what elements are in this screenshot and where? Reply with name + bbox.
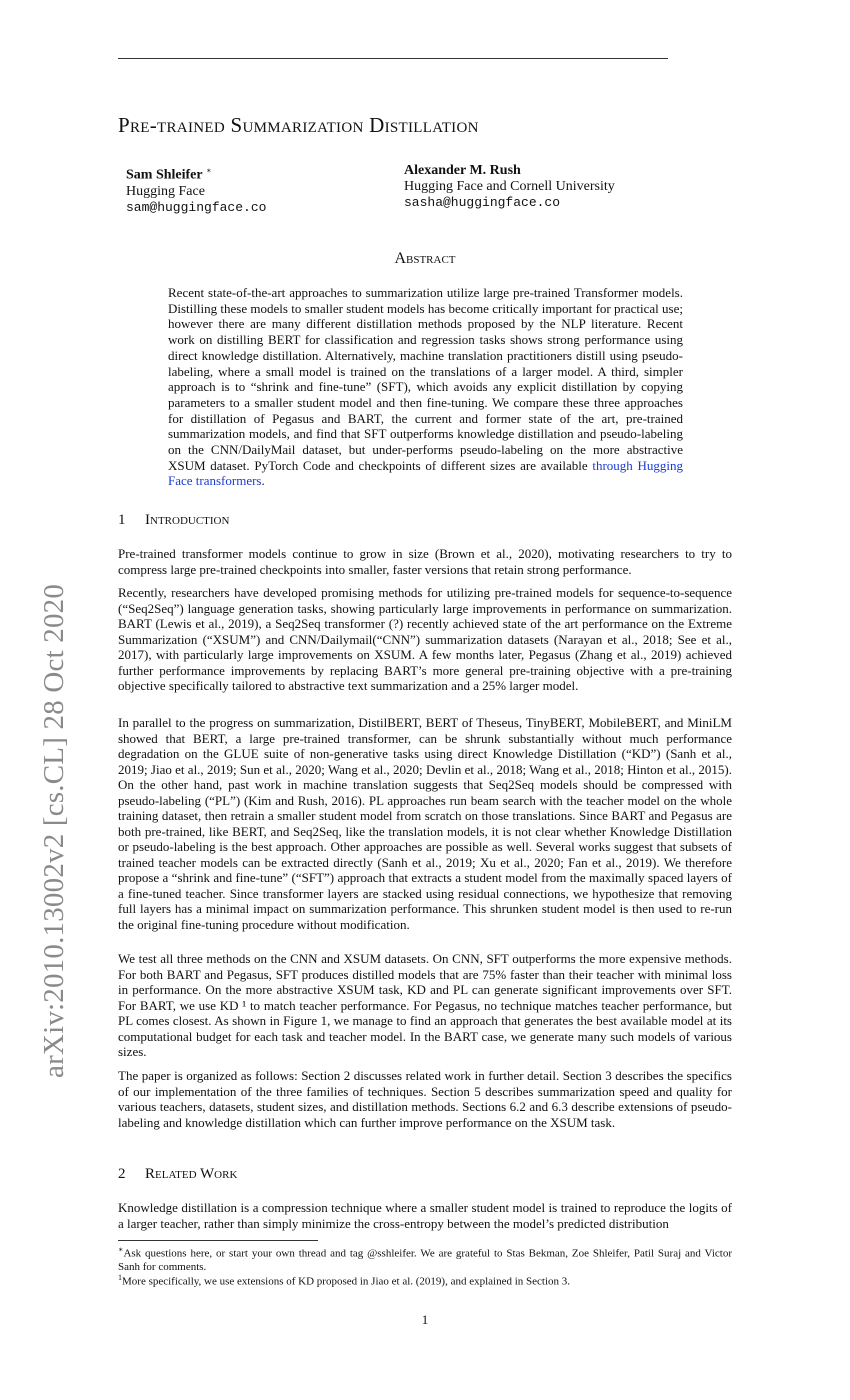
section-title: Introduction: [145, 512, 230, 528]
author-name: Sam Shleifer: [126, 167, 203, 183]
footnote-rule: [118, 1240, 318, 1241]
section-heading-related-work: [118, 1166, 237, 1183]
author-block-2: [404, 163, 615, 211]
footnote-text: Ask questions here, or start your own thread and tag @sshleifer. We are grateful to Stas Bekman, Zoe Shleifer, Patil Suraj and Victor Sanh for comments.: [118, 1247, 732, 1274]
intro-paragraph-2: Recently, researchers have developed promising methods for utilizing pre-trained models for sequence-to-sequence (“Seq2Seq”) language generation tasks, showing particularly large improvements in performance on summarization. BART (Lewis et al., 2019), a Seq2Seq transformer (?) recently achieved state of the art performance on the Extreme Summarization (“XSUM”) and CNN/Dailymail(“CNN”) summarization datasets (Narayan et al., 2018; See et al., 2017), with particularly large improvements on XSUM. A few months later, Pegasus (Zhang et al., 2019) achieved further performance improvements by replacing BART’s more general pre-training objective with a pre-training objective specifically tailored to abstractive text summarization and a 25% larger model.: [118, 585, 732, 693]
abstract-text: [168, 285, 683, 489]
section-heading-introduction: [118, 512, 229, 529]
intro-paragraph-1: Pre-trained transformer models continue to grow in size (Brown et al., 2020), motivating researchers to try to compress large pre-trained checkpoints into smaller, faster versions that retain strong performance.: [118, 546, 732, 577]
transformers-link[interactable]: through Hugging Face transformers: [168, 457, 683, 489]
author-email: sam@huggingface.co: [126, 199, 267, 215]
related-work-paragraph-1: Knowledge distillation is a compression technique where a smaller student model is trained to reproduce the logits of a larger teacher, rather than simply minimize the cross-entropy between the model’s predicted distribution: [118, 1200, 732, 1231]
author-block-1: [126, 163, 266, 216]
author-email: sasha@huggingface.co: [404, 195, 561, 210]
page-number: 1: [421, 1312, 429, 1327]
author-affiliation: Hugging Face: [126, 183, 205, 199]
abstract-body-text: Recent state-of-the-art approaches to summarization utilize large pre-trained Transformer models. Distilling these models to smaller student models has become critically important for practical use; however there are many different distillation methods proposed by the NLP literature. Recent work on distilling BERT for classification and regression tasks shows strong performance using direct knowledge distillation. Alternatively, machine translation practitioners distill using pseudo-labeling, where a small model is trained on the translations of a larger model. A third, simpler approach is to “shrink and fine-tune” (SFT), which avoids any explicit distillation by copying parameters to a smaller student model and then fine-tuning. We compare these three approaches for distillation of Pegasus and BART, the current and former state of the art, pre-trained summarization models, and find that SFT outperforms knowledge distillation and pseudo-labeling on the CNN/DailyMail dataset, but under-performs pseudo-labeling on the more abstractive XSUM dataset. PyTorch Code and checkpoints of different sizes are available: [168, 285, 683, 473]
paper-title: Pre-trained Summarization Distillation: [118, 113, 479, 137]
footnote-mark: 1: [118, 1273, 122, 1282]
author-footnote-mark[interactable]: ∗: [206, 166, 212, 175]
author-affiliation: Hugging Face and Cornell University: [404, 179, 615, 194]
author-name: Alexander M. Rush: [404, 163, 521, 178]
section-number: 2: [118, 1166, 126, 1182]
intro-paragraph-5: The paper is organized as follows: Section 2 discusses related work in further detail. Section 3 describes the specifics of our implementation of the three families of techniques. Section 5 describes summarization speed and quality for various teachers, datasets, student sizes, and distillation methods. Sections 6.2 and 6.3 describe extensions of pseudo-labeling and knowledge distillation which can further improve performance on the XSUM task.: [118, 1068, 732, 1130]
section-title: Related Work: [145, 1166, 238, 1182]
abstract-end: .: [261, 473, 265, 489]
header-rule: [118, 58, 668, 59]
intro-paragraph-4: We test all three methods on the CNN and XSUM datasets. On CNN, SFT outperforms the more expensive methods. For both BART and Pegasus, SFT produces distilled models that are 75% faster than their teacher with minimal loss in performance. On the more abstractive XSUM task, KD and PL can generate significant improvements over SFT. For BART, we use KD ¹ to match teacher performance. For Pegasus, no technique matches teacher performance, but PL comes closest. As shown in Figure 1, we manage to find an approach that generates the best available model at its computational budget for each task and teacher model. In the BART case, we generate many such models of various sizes.: [118, 951, 732, 1059]
abstract-heading: Abstract: [394, 250, 456, 267]
intro-paragraph-3: In parallel to the progress on summarization, DistilBERT, BERT of Theseus, TinyBERT, MobileBERT, and MiniLM showed that BERT, a large pre-trained transformer, can be shrunk substantially without much performance degradation on the GLUE suite of non-generative tasks using direct Knowledge Distillation (“KD”) (Sanh et al., 2019; Jiao et al., 2019; Sun et al., 2020; Wang et al., 2020; Devlin et al., 2018; Wang et al., 2018; Hinton et al., 2015). On the other hand, past work in machine translation suggests that Seq2Seq models should be compressed with pseudo-labeling (“PL”) (Kim and Rush, 2016). PL approaches run beam search with the teacher model on the whole training dataset, then retrain a smaller student model from scratch on those translations. Since BART and Pegasus are both pre-trained, like BERT, and Seq2Seq, like the translation models, it is not clear whether Knowledge Distillation or pseudo-labeling is the best approach. Other approaches are possible as well. Several works suggest that subsets of trained teacher models can be extracted directly (Sanh et al., 2019; Xu et al., 2020; Fan et al., 2019). We therefore propose a “shrink and fine-tune” (“SFT”) approach that extracts a student model from the maximally spaced layers of a fine-tuned teacher. Since transformer layers are stacked using residual connections, we hypothesize that removing full layers has a minimal impact on summarization performance. This shrunken student model is then used to re-run the original fine-tuning procedure without modification.: [118, 715, 732, 932]
footnote-1: [118, 1243, 732, 1275]
footnote-text: More specifically, we use extensions of KD proposed in Jiao et al. (2019), and explained in Section 3.: [122, 1275, 571, 1288]
arxiv-stamp: arXiv:2010.13002v2 [cs.CL] 28 Oct 2020: [38, 583, 70, 1078]
footnote-mark: ∗: [118, 1245, 124, 1254]
footnote-2: [118, 1271, 732, 1289]
section-number: 1: [118, 512, 126, 528]
